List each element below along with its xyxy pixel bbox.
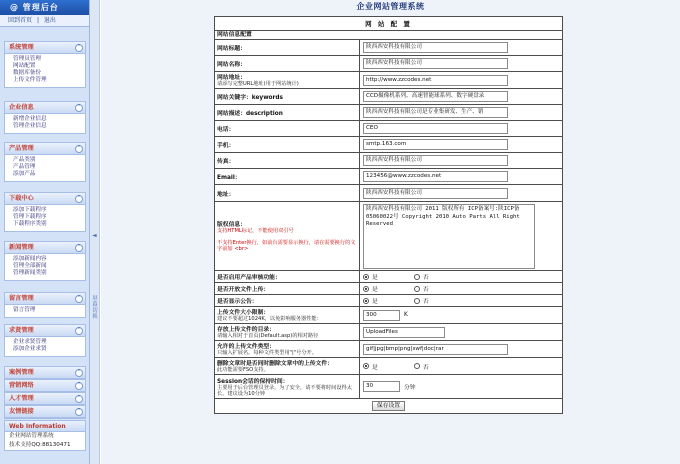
session-timeout-label: Session会话的保持时间： [217, 378, 289, 385]
row-site-name [215, 56, 562, 72]
chevron-up-icon[interactable]: ˄ [75, 104, 83, 112]
copyright-note-newline: 不支持Enter换行，如前台需要显示换行，请在需要换行的文字前加 <br> [217, 239, 356, 253]
row-site-url [215, 72, 562, 89]
site-url-label: 网站地址： [217, 75, 246, 82]
row-site-title [215, 40, 562, 56]
description-label: 网站描述：description [217, 111, 283, 117]
copyright-label: 版权信息： [217, 222, 246, 229]
copyright-note-html: 支持HTML标记，不能使用双引号 [217, 228, 294, 235]
screen-splitter[interactable] [90, 0, 100, 464]
row-address [215, 185, 562, 202]
section-header-download[interactable]: 下载中心 ˄ [5, 193, 85, 205]
product-review-label: 是否启用产品审核功能： [217, 275, 281, 281]
sidebar-item-site-config[interactable]: 网站配置 [13, 63, 36, 69]
chevron-up-icon[interactable]: ˄ [75, 327, 83, 335]
sidebar-section-guestbook [4, 292, 86, 318]
radio-empty-icon[interactable] [414, 274, 420, 280]
footer-line-support: 技术支持QQ:88130471 [9, 442, 71, 448]
footer-line-system: 企业网站管理系统 [9, 433, 54, 439]
sidebar-item-add-product[interactable]: 添加产品 [13, 171, 36, 177]
upload-enable-label: 是否开放文件上传： [217, 287, 270, 293]
link-separator: | [36, 17, 39, 24]
mobile-input[interactable]: smtp.163.com [363, 139, 508, 150]
delete-files-note: 此功能需要FSO支持。 [217, 367, 269, 374]
chevron-up-icon[interactable]: ˄ [75, 195, 83, 203]
row-copyright [215, 202, 562, 271]
row-description [215, 105, 562, 121]
sidebar-section-news [4, 241, 86, 281]
site-config-form [214, 16, 563, 414]
page-title: 企业网站管理系统 [356, 2, 425, 11]
row-upload-types [215, 341, 562, 358]
sidebar-item-add-news[interactable]: 添加新闻内容 [13, 256, 47, 262]
upload-types-label: 允许的上传文件类型： [217, 344, 275, 351]
keywords-label: 网站关键字：keywords [217, 95, 283, 101]
radio-selected-icon[interactable] [363, 286, 369, 292]
row-delete-files [215, 358, 562, 375]
section-header-system[interactable]: 系统管理 ˄ [5, 42, 85, 54]
upload-enable-yes-radio[interactable]: 是 [363, 284, 378, 293]
sidebar-item-manage-company[interactable]: 管理企业信息 [13, 123, 47, 129]
section-header-product[interactable]: 产品管理 ˄ [5, 143, 85, 155]
phone-input[interactable]: CEO [363, 123, 508, 134]
sidebar-section-jobs [4, 324, 86, 357]
radio-selected-icon[interactable] [363, 298, 369, 304]
sidebar-section-cases [4, 366, 86, 380]
sidebar-item-product-category[interactable]: 产品类别 [13, 157, 36, 163]
sidebar-footer [4, 420, 86, 451]
splitter-label[interactable]: 屏幕切换 [92, 296, 98, 320]
sidebar-section-system [4, 41, 86, 88]
email-input[interactable]: 123456@www.zzcodes.net [363, 171, 508, 182]
show-ad-yes-radio[interactable]: 是 [363, 296, 378, 305]
sidebar-item-news-category[interactable]: 管理新闻类别 [13, 270, 47, 276]
chevron-down-icon[interactable]: ˅ [75, 408, 83, 416]
sidebar-item-guestbook[interactable]: 留言管理 [13, 307, 36, 313]
site-url-input[interactable]: http://www.zzcodes.net [363, 75, 508, 86]
row-phone [215, 121, 562, 137]
form-subheader: 网站信息配置 [215, 31, 562, 40]
row-session-timeout [215, 375, 562, 399]
show-ad-label: 是否显示公告： [217, 299, 258, 305]
sidebar-top-links [0, 15, 89, 27]
chevron-up-icon[interactable]: ˄ [75, 44, 83, 52]
row-email [215, 169, 562, 185]
site-url-note: 请添写完整URL地址(用于网站统计) [217, 81, 299, 88]
site-title-input[interactable]: 陕西西安科技有限公司 [363, 42, 508, 53]
phone-label: 电话： [217, 127, 235, 133]
section-header-talent[interactable]: 人才管理 ˅ [5, 393, 85, 405]
upload-types-input[interactable]: gif|jpg|bmp|png|swf|doc|rar [363, 344, 508, 355]
section-header-cases[interactable]: 案例管理 ˅ [5, 367, 85, 379]
upload-size-input[interactable]: 300 [363, 310, 400, 321]
session-timeout-input[interactable]: 30 [363, 381, 400, 392]
fax-input[interactable]: 陕西西安科技有限公司 [363, 155, 508, 166]
site-title-label: 网站标题： [217, 46, 246, 52]
radio-empty-icon[interactable] [414, 363, 420, 369]
email-label: Email： [217, 175, 241, 181]
sidebar-section-network [4, 379, 86, 393]
sidebar-item-download-category[interactable]: 下载程序类别 [13, 221, 47, 227]
sidebar-section-download [4, 192, 86, 232]
sidebar-item-upload-manage[interactable]: 上传文件管理 [13, 77, 47, 83]
form-footer [215, 399, 562, 413]
home-link[interactable]: 回到首页 [8, 17, 33, 24]
row-keywords [215, 89, 562, 105]
sidebar-item-manage-news[interactable]: 管理全部新闻 [13, 263, 47, 269]
session-timeout-note: 主要用于后台管理员登录，为了安全，请不要将时间设得太长。建议设为10分钟 [217, 384, 352, 397]
section-header-links[interactable]: 友情链接 ˅ [5, 406, 85, 418]
sidebar-item-add-jobs[interactable]: 添加企业求贤 [13, 346, 47, 352]
keywords-input[interactable]: CCD摄像机系列、高速智能球系列、数字硬盘录 [363, 91, 508, 102]
mobile-label: 手机： [217, 143, 235, 149]
row-fax [215, 153, 562, 169]
product-review-yes-radio[interactable]: 是 [363, 272, 378, 281]
address-label: 地址： [217, 191, 235, 198]
row-upload-size [215, 307, 562, 324]
show-ad-no-radio[interactable]: 否 [414, 296, 429, 305]
upload-dir-note: 请输入相对于首页(Default.asp)的相对路径 [217, 333, 319, 340]
collapse-arrow-icon[interactable]: ◄ [92, 232, 97, 239]
chevron-down-icon[interactable]: ˅ [75, 382, 83, 390]
address-input[interactable]: 陕西西安科技有限公司 [363, 188, 508, 199]
chevron-down-icon[interactable]: ˅ [75, 395, 83, 403]
row-show-ad [215, 295, 562, 307]
delete-files-no-radio[interactable]: 否 [414, 362, 429, 371]
admin-icon: @ [10, 3, 23, 12]
fax-label: 传真： [217, 159, 235, 165]
copyright-textarea[interactable] [363, 204, 535, 269]
row-product-review [215, 271, 562, 283]
form-header: 网 站 配 置 [215, 17, 562, 31]
sidebar-item-product-manage[interactable]: 产品管理 [13, 164, 36, 170]
radio-selected-icon[interactable] [363, 274, 369, 280]
row-mobile [215, 137, 562, 153]
chevron-up-icon[interactable]: ˄ [75, 244, 83, 252]
upload-dir-input[interactable]: UploadFiles [363, 327, 445, 338]
row-upload-dir [215, 324, 562, 341]
upload-size-unit: K [404, 312, 408, 318]
radio-selected-icon[interactable] [363, 363, 369, 369]
sidebar-item-manage-download[interactable]: 管理下载程序 [13, 214, 47, 220]
delete-files-label: 删除文章时是否同时删除文章中的上传文件： [217, 361, 333, 368]
sidebar-section-links [4, 405, 86, 419]
description-input[interactable]: 陕西西安科技有限公司是专业集研发、生产、销 [363, 107, 508, 118]
upload-dir-label: 存放上传文件的目录： [217, 327, 275, 334]
sidebar-item-add-company[interactable]: 新增企业信息 [13, 116, 47, 122]
chevron-up-icon[interactable]: ˄ [75, 295, 83, 303]
section-header-company[interactable]: 企业信息 ˄ [5, 102, 85, 114]
footer-title: Web Information [5, 421, 85, 432]
sidebar-item-db-backup[interactable]: 数据库备份 [13, 70, 41, 76]
sidebar-item-admin-manage[interactable]: 管理员管理 [13, 56, 41, 62]
section-header-guestbook[interactable]: 留言管理 ˄ [5, 293, 85, 305]
radio-empty-icon[interactable] [414, 298, 420, 304]
sidebar [0, 0, 90, 464]
sidebar-item-manage-jobs[interactable]: 企业求贤管理 [13, 339, 47, 345]
logout-link[interactable]: 退出 [43, 17, 56, 24]
session-timeout-unit: 分钟 [404, 385, 416, 391]
product-review-no-radio[interactable]: 否 [414, 272, 429, 281]
sidebar-section-company [4, 101, 86, 134]
sidebar-section-talent [4, 392, 86, 406]
save-settings-button[interactable]: 保存设置 [372, 401, 405, 411]
radio-empty-icon[interactable] [414, 286, 420, 292]
site-name-label: 网站名称： [217, 62, 246, 68]
sidebar-title: @ 管理后台 [0, 0, 89, 15]
upload-size-label: 上传文件大小限制： [217, 310, 270, 317]
row-upload-enable [215, 283, 562, 295]
upload-enable-no-radio[interactable]: 否 [414, 284, 429, 293]
section-header-jobs[interactable]: 求贤管理 ˄ [5, 325, 85, 337]
chevron-down-icon[interactable]: ˅ [75, 369, 83, 377]
sidebar-section-product [4, 142, 86, 182]
main-content [101, 0, 680, 464]
site-name-input[interactable]: 陕西西安科技有限公司 [363, 58, 508, 69]
delete-files-yes-radio[interactable]: 是 [363, 362, 378, 371]
section-header-news[interactable]: 新闻管理 ˄ [5, 242, 85, 254]
upload-types-note: 只输入扩展名。每种文件类型用"|"号分开。 [217, 350, 317, 357]
upload-size-note: 建议不要超过1024K，以免影响服务器性能： [217, 316, 322, 323]
section-header-network[interactable]: 营销网络 ˅ [5, 380, 85, 392]
sidebar-item-add-download[interactable]: 添加下载程序 [13, 207, 47, 213]
chevron-up-icon[interactable]: ˄ [75, 145, 83, 153]
